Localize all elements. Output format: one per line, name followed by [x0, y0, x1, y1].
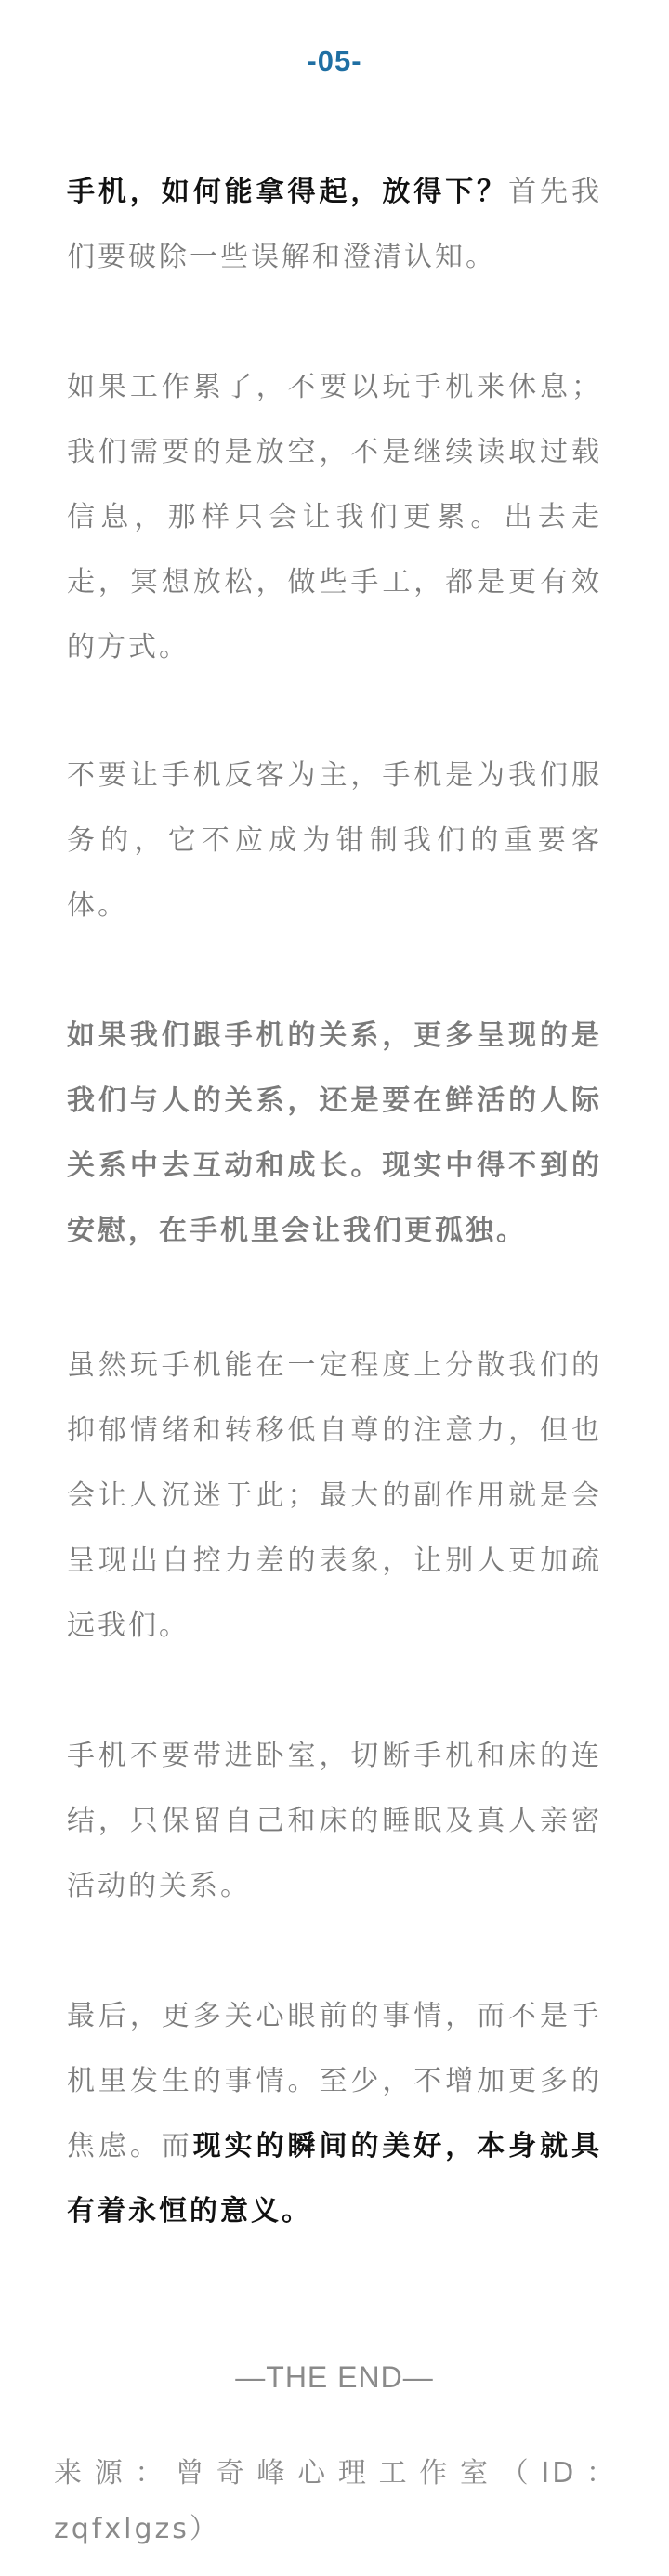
- paragraph-conclusion: [67, 1984, 602, 2244]
- intro-lead: 手机，如何能拿得起，放得下？: [67, 176, 509, 208]
- intro-rest: 首先我们要破除一些误解和澄清认知。: [67, 176, 602, 273]
- the-end-marker: —THE END—: [235, 2360, 434, 2394]
- conclusion-normal: 最后，更多关心眼前的事情，而不是手机里发生的事情。至少，不增加更多的焦虑。而: [67, 2000, 602, 2162]
- section-number: -05-: [307, 45, 362, 77]
- paragraph-phone-role: 不要让手机反客为主，手机是为我们服务的，它不应成为钳制我们的重要客体。: [67, 759, 602, 922]
- paragraph-intro: [67, 160, 602, 290]
- paragraph-distraction: 虽然玩手机能在一定程度上分散我们的抑郁情绪和转移低自尊的注意力，但也会让人沉迷于此；最大的副作用就是会呈现出自控力差的表象，让别人更加疏远我们。: [67, 1349, 602, 1642]
- source-credit: 来源：曾奇峰心理工作室（ID：zqfxlgzs）: [54, 2457, 617, 2545]
- paragraph-bedroom: 手机不要带进卧室，切断手机和床的连结，只保留自己和床的睡眠及真人亲密活动的关系。: [67, 1740, 602, 1902]
- paragraph-relationship: 如果我们跟手机的关系，更多呈现的是我们与人的关系，还是要在鲜活的人际关系中去互动和成长。现实中得不到的安慰，在手机里会让我们更孤独。: [67, 1019, 602, 1247]
- paragraph-rest-advice: 如果工作累了，不要以玩手机来休息；我们需要的是放空，不是继续读取过载信息，那样只会让我们更累。出去走走，冥想放松，做些手工，都是更有效的方式。: [67, 371, 602, 664]
- conclusion-emphasis: 现实的瞬间的美好，本身就具有着永恒的意义。: [67, 2130, 602, 2228]
